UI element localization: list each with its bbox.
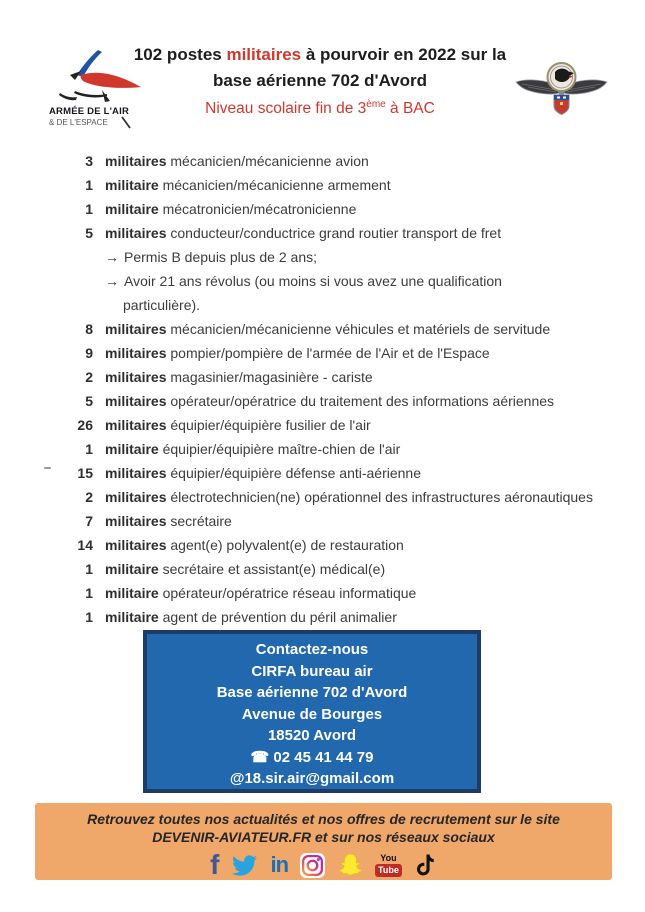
position-desc: secrétaire xyxy=(170,513,232,529)
position-count: 5 xyxy=(85,393,93,409)
position-row xyxy=(60,485,635,509)
position-desc: opérateur/opératrice du traitement des informations aériennes xyxy=(170,393,555,409)
requirement-text: Permis B depuis plus de 2 ans; xyxy=(124,249,317,265)
position-desc: magasinier/magasinière - cariste xyxy=(170,369,373,385)
position-row xyxy=(60,197,635,221)
footer-banner xyxy=(35,803,612,880)
twitter-icon xyxy=(230,853,259,878)
position-count: 9 xyxy=(85,345,93,361)
position-count: 14 xyxy=(77,537,93,553)
position-desc: équipier/équipière maître-chien de l'air xyxy=(162,441,401,457)
position-unit: militaire xyxy=(105,585,159,601)
linkedin-icon: in xyxy=(270,852,289,877)
logo-text-line2: & DE L'ESPACE xyxy=(49,118,108,127)
position-row xyxy=(60,509,635,533)
position-row xyxy=(60,317,635,341)
requirement-text: particulière). xyxy=(123,297,201,313)
unit-insignia-icon xyxy=(514,57,609,123)
position-row xyxy=(60,461,635,485)
position-count: 2 xyxy=(85,369,93,385)
position-unit: militaires xyxy=(105,465,167,481)
position-count: 1 xyxy=(85,201,93,217)
position-count: 3 xyxy=(85,153,93,169)
youtube-text-top: You xyxy=(380,852,397,863)
position-row xyxy=(60,413,635,437)
contact-line: 18520 Avord xyxy=(267,727,357,744)
position-count: 1 xyxy=(85,585,93,601)
subtitle-sup: ème xyxy=(366,98,386,110)
contact-heading: Contactez-nous xyxy=(255,641,369,658)
position-count: 8 xyxy=(85,321,93,337)
contact-phone-line xyxy=(147,747,477,769)
position-row xyxy=(60,149,635,173)
position-unit: militaires xyxy=(105,537,167,553)
position-row xyxy=(60,581,635,605)
requirement-row xyxy=(60,269,635,293)
position-unit: militaire xyxy=(105,441,159,457)
position-row xyxy=(60,533,635,557)
banner-text-line2: DEVENIR-AVIATEUR.FR et sur nos réseaux sociaux xyxy=(152,828,495,845)
position-count: 5 xyxy=(85,225,93,241)
position-row xyxy=(60,437,635,461)
social-icons-row xyxy=(35,849,612,881)
position-row xyxy=(60,389,635,413)
position-unit: militaires xyxy=(105,369,167,385)
position-desc: électrotechnicien(ne) opérationnel des infrastructures aéronautiques xyxy=(170,489,593,505)
page-title xyxy=(118,42,522,94)
banner-text-line1: Retrouvez toutes nos actualités et nos offres de recrutement sur le site xyxy=(87,811,560,827)
title-line2: base aérienne 702 d'Avord xyxy=(212,71,428,90)
position-count: 1 xyxy=(85,441,93,457)
arrow-icon: → xyxy=(105,273,119,289)
position-desc: mécanicien/mécanicienne avion xyxy=(170,153,369,169)
position-desc: mécatronicien/mécatronicienne xyxy=(162,201,357,217)
requirement-row xyxy=(60,245,635,269)
instagram-icon xyxy=(299,852,326,879)
logo-text-line1: ARMÉE DE L'AIR xyxy=(49,106,130,117)
position-unit: militaires xyxy=(105,321,167,337)
position-desc: opérateur/opératrice réseau informatique xyxy=(162,585,417,601)
position-unit: militaire xyxy=(105,561,159,577)
title-suffix: à pourvoir en 2022 sur la xyxy=(301,45,507,64)
position-unit: militaires xyxy=(105,393,167,409)
position-count: 15 xyxy=(77,465,93,481)
position-desc: agent(e) polyvalent(e) de restauration xyxy=(170,537,404,553)
position-desc: agent de prévention du péril animalier xyxy=(162,609,397,625)
youtube-text-bottom: Tube xyxy=(375,864,402,877)
contact-box xyxy=(143,630,481,793)
position-unit: militaires xyxy=(105,417,167,433)
position-unit: militaires xyxy=(105,153,167,169)
position-count: 7 xyxy=(85,513,93,529)
position-unit: militaires xyxy=(105,489,167,505)
subtitle-pre: Niveau scolaire fin de 3 xyxy=(205,100,367,117)
requirement-text: Avoir 21 ans révolus (ou moins si vous avez une qualification xyxy=(124,273,502,289)
position-count: 2 xyxy=(85,489,93,505)
position-desc: mécanicien/mécanicienne armement xyxy=(162,177,391,193)
snapchat-icon xyxy=(337,852,364,879)
position-unit: militaire xyxy=(105,609,159,625)
tiktok-icon xyxy=(413,852,437,878)
position-row xyxy=(60,557,635,581)
position-unit: militaires xyxy=(105,225,167,241)
contact-phone: 02 45 41 44 79 xyxy=(273,748,374,766)
position-desc: mécanicien/mécanicienne véhicules et matériels de servitude xyxy=(170,321,551,337)
position-row xyxy=(60,221,635,245)
contact-line: CIRFA bureau air xyxy=(251,662,373,680)
requirement-continuation xyxy=(60,293,635,317)
contact-email: @18.sir.air@gmail.com xyxy=(229,770,395,787)
phone-icon: ☎ xyxy=(250,748,270,766)
position-row xyxy=(60,605,635,629)
position-desc: équipier/équipière fusilier de l'air xyxy=(170,417,371,433)
title-prefix: 102 postes xyxy=(133,45,227,64)
position-row xyxy=(60,341,635,365)
position-unit: militaire xyxy=(105,201,159,217)
youtube-icon xyxy=(375,854,402,877)
position-unit: militaires xyxy=(105,513,167,529)
position-desc: secrétaire et assistant(e) médical(e) xyxy=(162,561,386,577)
position-count: 1 xyxy=(85,609,93,625)
contact-line: Avenue de Bourges xyxy=(241,705,383,723)
position-unit: militaire xyxy=(105,177,159,193)
position-count: 26 xyxy=(77,417,93,433)
subtitle xyxy=(118,99,522,119)
position-row xyxy=(60,365,635,389)
position-row xyxy=(60,173,635,197)
facebook-icon: f xyxy=(210,849,220,880)
title-highlight: militaires xyxy=(226,45,302,64)
position-count: 1 xyxy=(85,177,93,193)
subtitle-post: à BAC xyxy=(385,100,435,117)
position-desc: équipier/équipière défense anti-aérienne xyxy=(170,465,422,481)
position-unit: militaires xyxy=(105,345,167,361)
position-count: 1 xyxy=(85,561,93,577)
scan-artifact-dash xyxy=(44,467,51,469)
contact-line: Base aérienne 702 d'Avord xyxy=(216,684,408,701)
position-desc: conducteur/conductrice grand routier transport de fret xyxy=(170,225,502,241)
position-desc: pompier/pompière de l'armée de l'Air et de l'Espace xyxy=(170,345,490,361)
arrow-icon: → xyxy=(105,249,119,265)
positions-list xyxy=(60,149,635,629)
